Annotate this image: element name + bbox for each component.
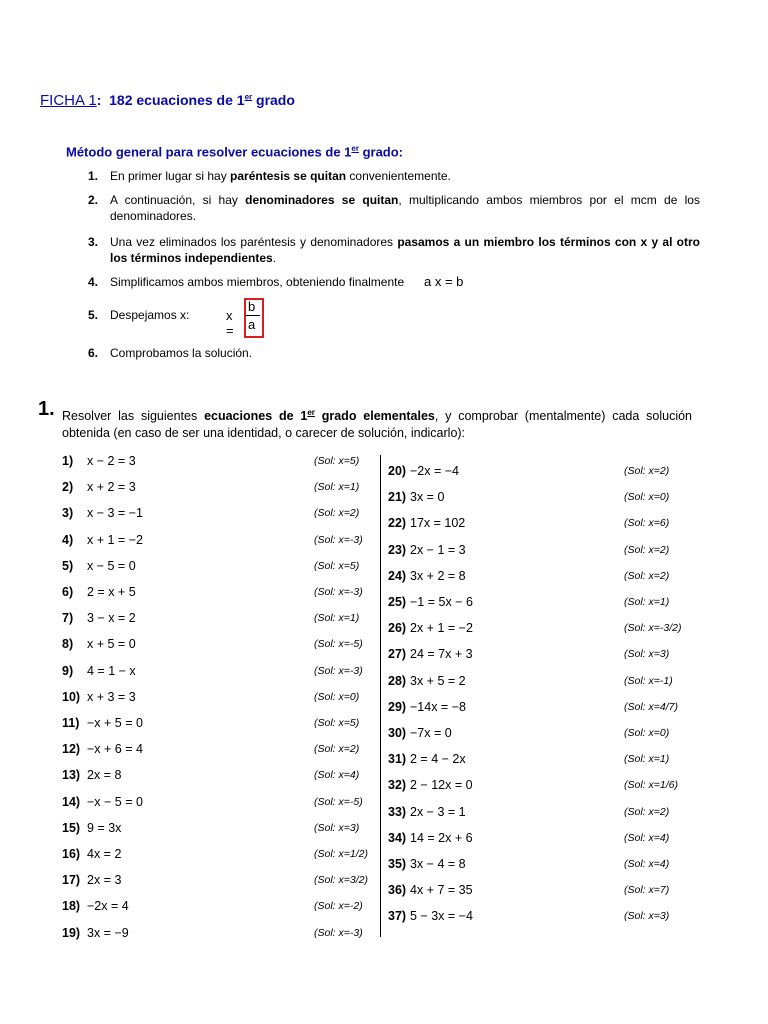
equation-number: 11) (62, 716, 80, 730)
equation-number: 10) (62, 689, 81, 704)
solution-text: (Sol: x=2) (314, 743, 360, 756)
step-text-part: A continuación, si hay (110, 193, 246, 207)
solution-text: (Sol: x=7) (624, 884, 670, 897)
equation-number: 19) (62, 925, 81, 940)
step-number: 4. (88, 275, 99, 289)
equation-text: x + 2 = 3 (87, 480, 136, 495)
solution-text: (Sol: x=5) (314, 455, 360, 467)
solution-text: (Sol: x=4/7) (624, 700, 678, 713)
equation-text: 3x = 0 (410, 490, 445, 505)
title-text: 182 ecuaciones de 1 (109, 92, 245, 108)
solution-text: (Sol: x=-2) (314, 900, 363, 913)
solution-text: (Sol: x=2) (624, 569, 670, 582)
solution-text: (Sol: x=1) (624, 596, 670, 608)
step-text-part: , multiplicando ambos miembros por el mcm de los denominadores. (110, 193, 700, 223)
step-text-part: pasamos a un miembro los términos con x y al otro los términos independientes (110, 235, 700, 265)
equation-text: 9 = 3x (87, 820, 122, 835)
method-heading-text: Método general para resolver ecuaciones de 1 (66, 144, 352, 160)
equation-text: 2 = 4 − 2x (410, 752, 466, 767)
step-number: 3. (88, 235, 99, 249)
intro-c: grado elementales (314, 409, 435, 424)
step-number: 6. (88, 346, 99, 360)
exercise-number: 1. (38, 398, 55, 420)
equation-number: 9) (62, 663, 74, 678)
intro-sup: er (307, 408, 315, 417)
solution-text: (Sol: x=1) (314, 481, 360, 494)
solution-text: (Sol: x=-5) (314, 795, 363, 808)
step-number: 1. (88, 169, 99, 183)
solution-text: (Sol: x=-3) (314, 533, 363, 546)
equation-number: 31) (388, 752, 407, 767)
equation-text: x + 3 = 3 (87, 689, 136, 704)
solution-text: (Sol: x=-3) (314, 586, 363, 598)
step-text-part: convenientemente. (346, 169, 451, 183)
intro-d: , y comprobar (mentalmente) cada solución obtenida (en caso de ser una identidad, o carecer de solución, indicarlo): (62, 409, 692, 441)
equation-number: 12) (62, 742, 81, 757)
step-text (110, 307, 700, 323)
equation-text: 3x + 2 = 8 (410, 568, 466, 583)
solution-text: (Sol: x=3) (624, 910, 670, 923)
solution-text: (Sol: x=3) (314, 821, 360, 834)
solution-text: (Sol: x=-1) (624, 674, 673, 687)
equation-text: 3x + 5 = 2 (410, 673, 466, 688)
solution-text: (Sol: x=0) (624, 491, 670, 504)
title-sup: er (244, 92, 253, 102)
equation-number: 14) (62, 794, 81, 809)
equation-text: −x + 5 = 0 (87, 716, 143, 730)
equation-text: 4x = 2 (87, 847, 122, 861)
solution-text: (Sol: x=5) (314, 717, 360, 729)
equation-text: 3x = −9 (87, 925, 129, 940)
equation-number: 22) (388, 516, 407, 531)
solution-text: (Sol: x=3/2) (314, 874, 368, 887)
solution-text: (Sol: x=2) (624, 805, 670, 818)
solution-text: (Sol: x=-3) (314, 664, 363, 677)
equation-text: 2x = 8 (87, 768, 122, 783)
page-title (40, 92, 295, 109)
equation-number: 13) (62, 768, 81, 783)
equation-text: 3x − 4 = 8 (410, 857, 466, 871)
equation-number: 3) (62, 506, 74, 521)
fraction-lhs: x = (226, 308, 234, 338)
equation-text: 4 = 1 − x (87, 663, 136, 678)
equation-number: 32) (388, 778, 407, 793)
equation-number: 37) (388, 909, 407, 924)
solution-text: (Sol: x=1) (314, 612, 360, 625)
step-number: 2. (88, 193, 99, 207)
method-heading-sup: er (351, 144, 359, 153)
equation-text: −1 = 5x − 6 (410, 595, 473, 609)
equation-text: 2 − 12x = 0 (410, 778, 473, 793)
equation-number: 35) (388, 857, 407, 871)
method-heading (66, 144, 403, 159)
equation-number: 16) (62, 847, 81, 861)
equation-text: 2x − 1 = 3 (410, 542, 466, 557)
equation-text: −7x = 0 (410, 726, 452, 740)
solution-text: (Sol: x=4) (624, 858, 670, 870)
solution-text: (Sol: x=-3) (314, 926, 363, 939)
ficha-label: FICHA 1 (40, 92, 97, 109)
fraction-numerator: b (248, 299, 256, 314)
equation-number: 6) (62, 585, 74, 599)
step-text (110, 168, 700, 184)
equation-text: 3 − x = 2 (87, 611, 136, 626)
equation-text: x + 5 = 0 (87, 637, 136, 652)
equation-number: 1) (62, 454, 74, 468)
solution-text: (Sol: x=6) (624, 517, 670, 530)
step-number: 5. (88, 308, 99, 322)
intro-a: Resolver las siguientes (62, 409, 205, 424)
step-text-part: Una vez eliminados los paréntesis y denominadores (110, 235, 398, 249)
equation-number: 21) (388, 490, 407, 505)
method-heading-after: grado: (358, 144, 404, 160)
solution-text: (Sol: x=2) (624, 543, 670, 556)
equation-number: 5) (62, 558, 74, 573)
equation-number: 30) (388, 726, 407, 740)
equation-number: 24) (388, 568, 407, 583)
solution-text: (Sol: x=3) (624, 648, 670, 661)
solution-text: (Sol: x=1/6) (624, 779, 678, 792)
equation-number: 29) (388, 699, 407, 714)
solution-text: (Sol: x=1) (624, 753, 670, 766)
step-text-part: Despejamos x: (110, 308, 190, 322)
step-text (110, 234, 700, 266)
step-text-part: paréntesis se quitan (230, 169, 347, 183)
step-text-part: Comprobamos la solución. (110, 346, 253, 360)
equation-text: −2x = −4 (410, 464, 459, 478)
equation-text: −2x = 4 (87, 899, 129, 914)
solution-text: (Sol: x=2) (314, 507, 360, 520)
equation-number: 28) (388, 673, 407, 688)
equation-text: 2x = 3 (87, 873, 122, 888)
fraction-denominator: a (248, 317, 256, 332)
solution-text: (Sol: x=4) (624, 831, 670, 844)
solution-text: (Sol: x=0) (314, 690, 360, 703)
intro-b: ecuaciones de 1 (204, 409, 308, 424)
solution-text: (Sol: x=-3/2) (624, 622, 682, 635)
step-text (110, 192, 700, 224)
step-text (110, 274, 700, 290)
equation-number: 36) (388, 883, 407, 898)
equation-text: −x + 6 = 4 (87, 742, 143, 757)
title-after: grado (252, 92, 295, 108)
step-text (110, 345, 700, 361)
step-text-part: denominadores se quitan (245, 193, 399, 207)
equation-number: 34) (388, 830, 407, 845)
solution-text: (Sol: x=5) (314, 559, 360, 572)
step-text-part: Simplificamos ambos miembros, obteniendo finalmente (110, 275, 405, 289)
equation-number: 33) (388, 804, 407, 819)
equation-text: 24 = 7x + 3 (410, 647, 473, 662)
solution-text: (Sol: x=-5) (314, 638, 363, 651)
equation-number: 15) (62, 820, 81, 835)
title-colon: : (96, 92, 102, 108)
equation-number: 7) (62, 611, 74, 626)
equation-number: 4) (62, 532, 74, 547)
equation-text: 5 − 3x = −4 (410, 909, 473, 924)
equation-number: 27) (388, 647, 407, 662)
solution-text: (Sol: x=0) (624, 727, 670, 739)
equation-text: x − 2 = 3 (87, 454, 136, 468)
equation-text: 2x − 3 = 1 (410, 804, 466, 819)
equation-number: 25) (388, 595, 407, 609)
equation-text: 17x = 102 (410, 516, 466, 531)
solution-text: (Sol: x=2) (624, 465, 670, 477)
equation-number: 17) (62, 873, 81, 888)
equation-number: 26) (388, 621, 407, 636)
equation-text: −x − 5 = 0 (87, 794, 143, 809)
equation-text: x − 5 = 0 (87, 558, 136, 573)
fraction-bar (246, 315, 260, 316)
equation-number: 23) (388, 542, 407, 557)
equation-number: 8) (62, 637, 74, 652)
solution-text: (Sol: x=4) (314, 769, 360, 782)
exercise-intro (62, 404, 692, 442)
equation-number: 2) (62, 480, 74, 495)
equation-text: x − 3 = −1 (87, 506, 143, 521)
step-text-part: . (272, 251, 277, 265)
equation-text: 4x + 7 = 35 (410, 883, 473, 898)
equation-text: 2x + 1 = −2 (410, 621, 473, 636)
step-text-part: En primer lugar si hay (110, 169, 231, 183)
equation-number: 20) (388, 464, 407, 478)
equation-text: x + 1 = −2 (87, 532, 143, 547)
equation-number: 18) (62, 899, 81, 914)
equation-text: −14x = −8 (410, 699, 466, 714)
equation-text: 14 = 2x + 6 (410, 830, 473, 845)
step4-equation: a x = b (424, 274, 464, 289)
column-divider (380, 455, 381, 937)
solution-text: (Sol: x=1/2) (314, 848, 368, 860)
equation-text: 2 = x + 5 (87, 585, 136, 599)
